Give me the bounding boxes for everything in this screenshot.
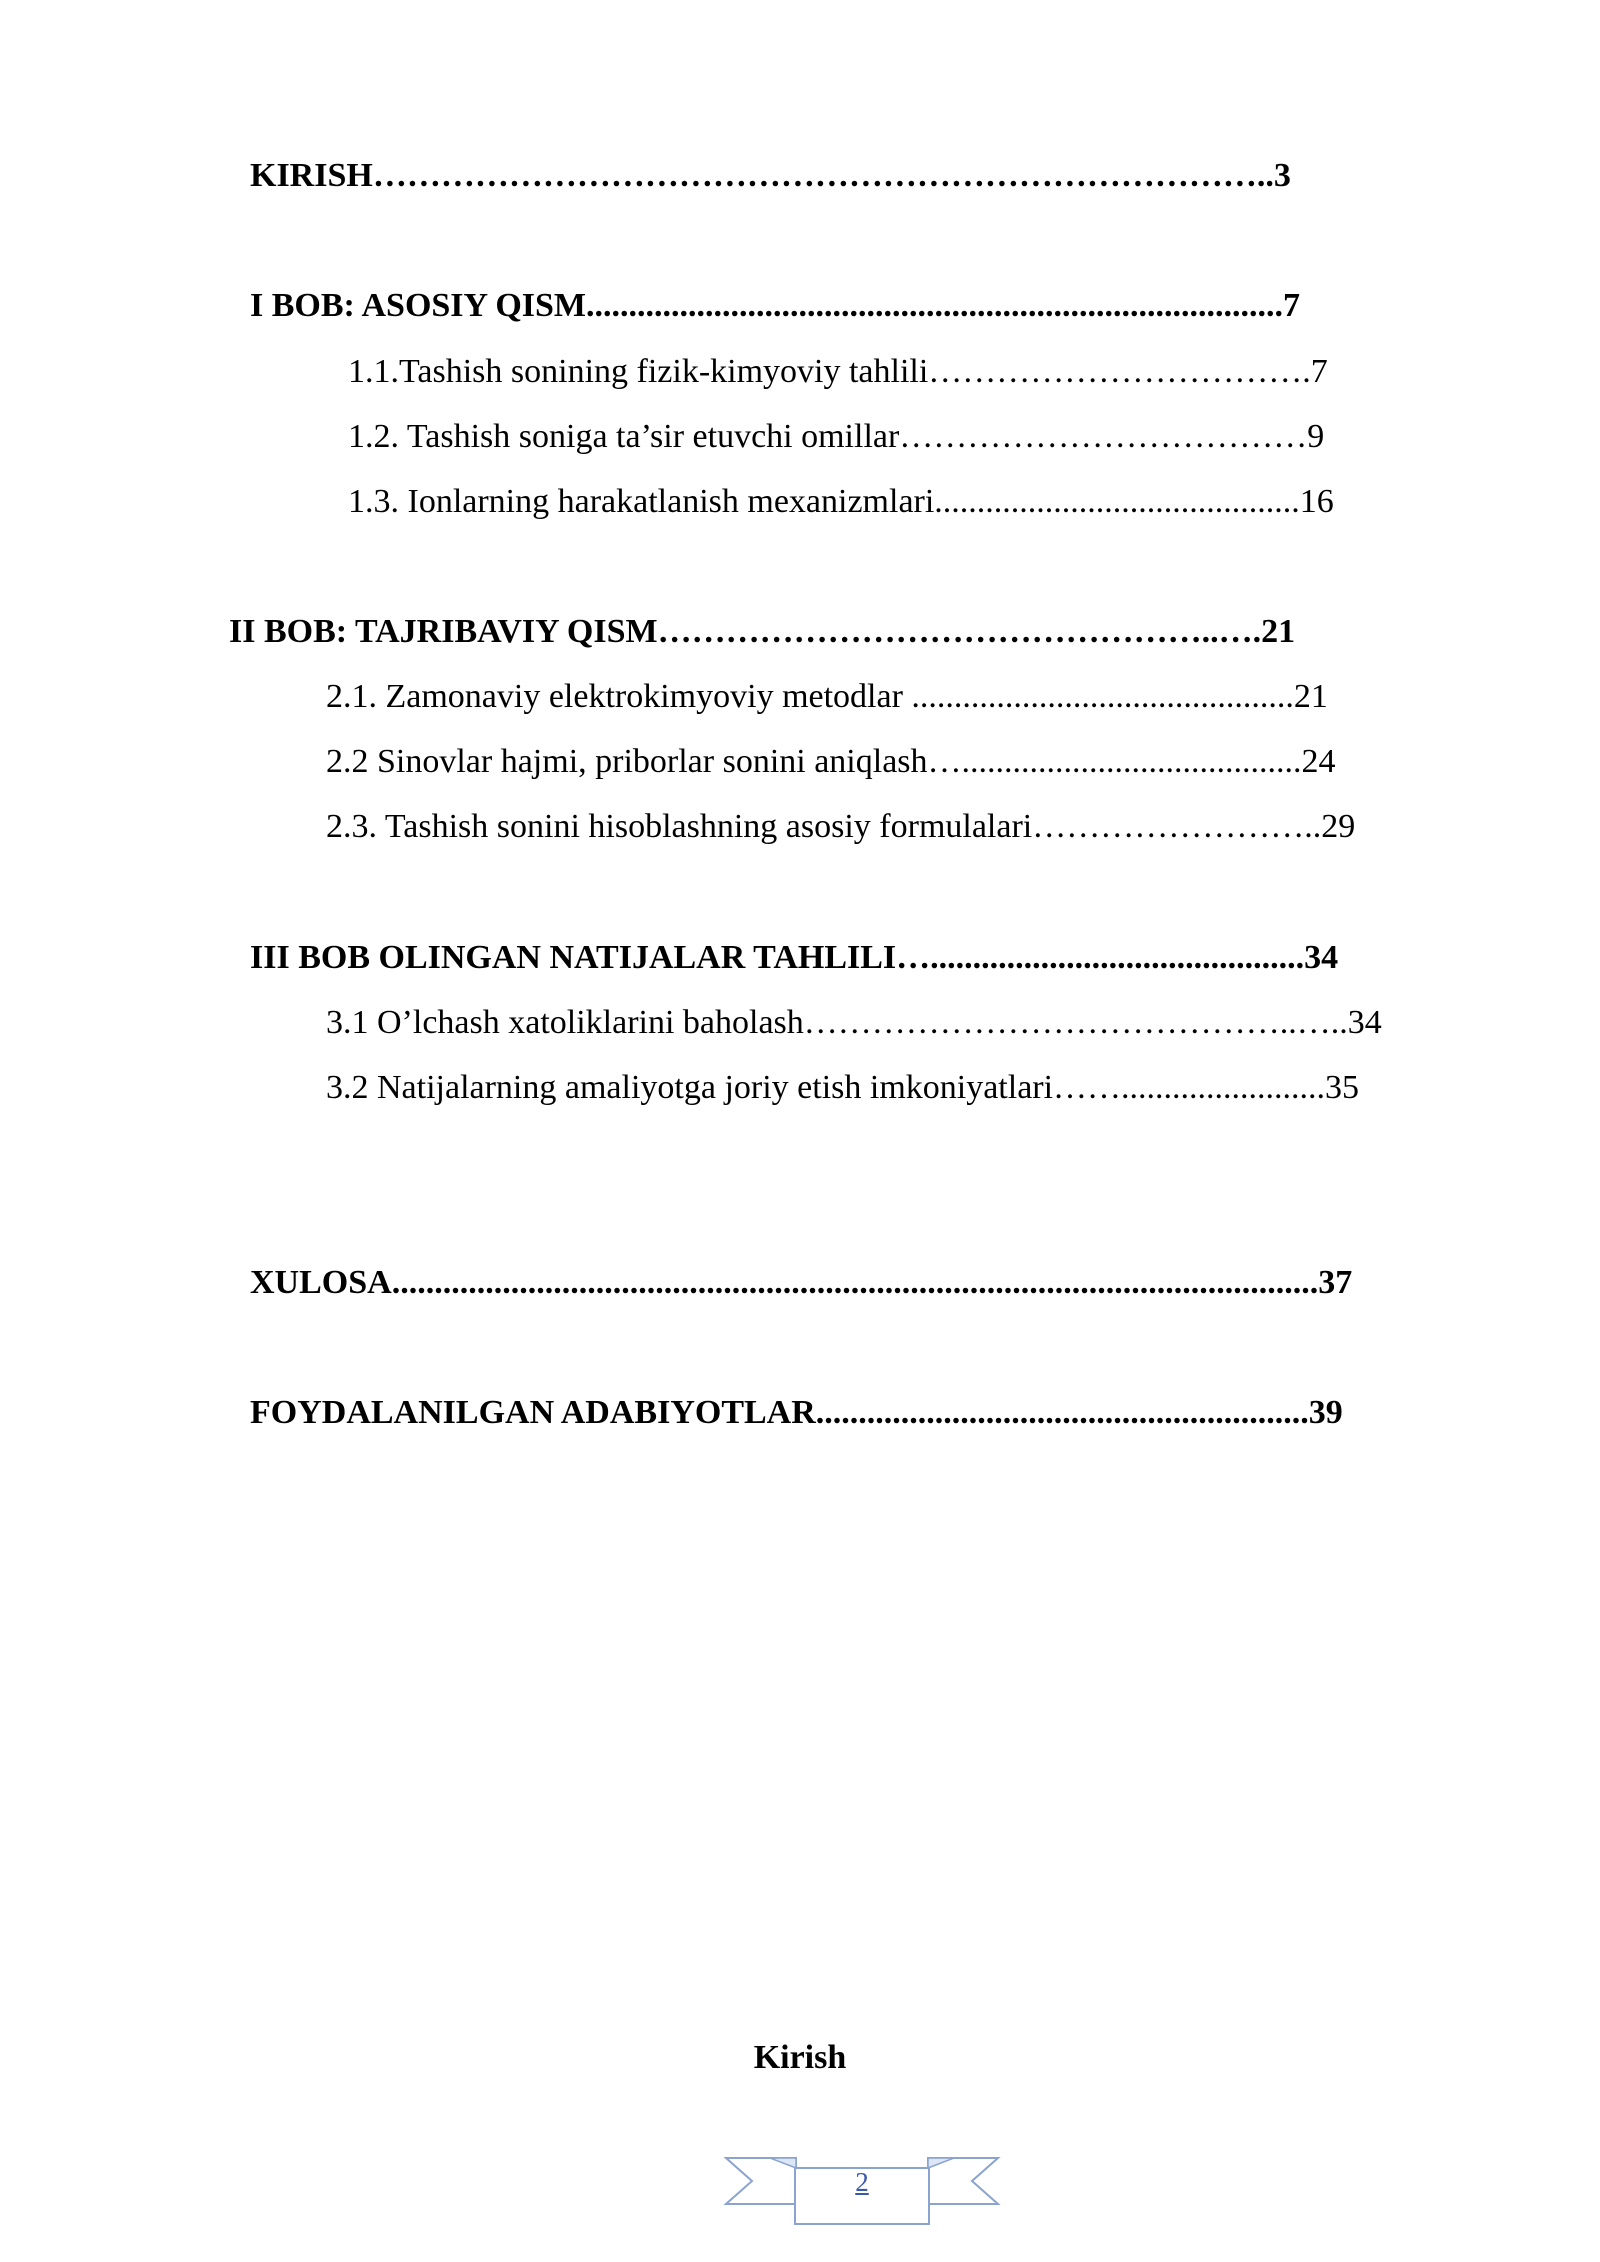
page-number: 2 [855, 2167, 869, 2197]
toc-section-1-1: 1.1.Tashish sonining fizik-kimyoviy tahlili…………………………….7 [348, 353, 1328, 390]
toc-bob-1: I BOB: ASOSIY QISM..................................................................................7 [250, 287, 1300, 324]
toc-section-3-2: 3.2 Natijalarning amaliyotga joriy etish imkoniyatlari……........................35 [326, 1069, 1360, 1106]
next-section-heading: Kirish [753, 2039, 847, 2076]
toc-section-2-2: 2.2 Sinovlar hajmi, priborlar sonini aniqlash…........................................24 [326, 743, 1336, 780]
toc-bob-3: III BOB OLINGAN NATIJALAR TAHLILI…............................................34 [250, 939, 1339, 976]
toc-adabiyotlar: FOYDALANILGAN ADABIYOTLAR..........................................................39 [250, 1394, 1343, 1431]
toc-section-3-1: 3.1 O’lchash xatoliklarini baholash……………………………………..…..34 [326, 1004, 1382, 1041]
toc-kirish: KIRISH……………………………………………………………………..3 [250, 157, 1291, 194]
toc-section-1-2: 1.2. Tashish soniga ta’sir etuvchi omillar………………………………9 [348, 418, 1325, 455]
toc-section-2-3: 2.3. Tashish sonini hisoblashning asosiy formulalari……………………..29 [326, 808, 1356, 845]
toc-xulosa: XULOSA.............................................................................................................37 [250, 1264, 1353, 1301]
toc-bob-2: II BOB: TAJRIBAVIY QISM…………………………………………..….21 [229, 613, 1296, 650]
toc-section-2-1: 2.1. Zamonaviy elektrokimyoviy metodlar .............................................21 [326, 678, 1328, 715]
toc-section-1-3: 1.3. Ionlarning harakatlanish mexanizmlari...........................................16 [348, 483, 1334, 520]
